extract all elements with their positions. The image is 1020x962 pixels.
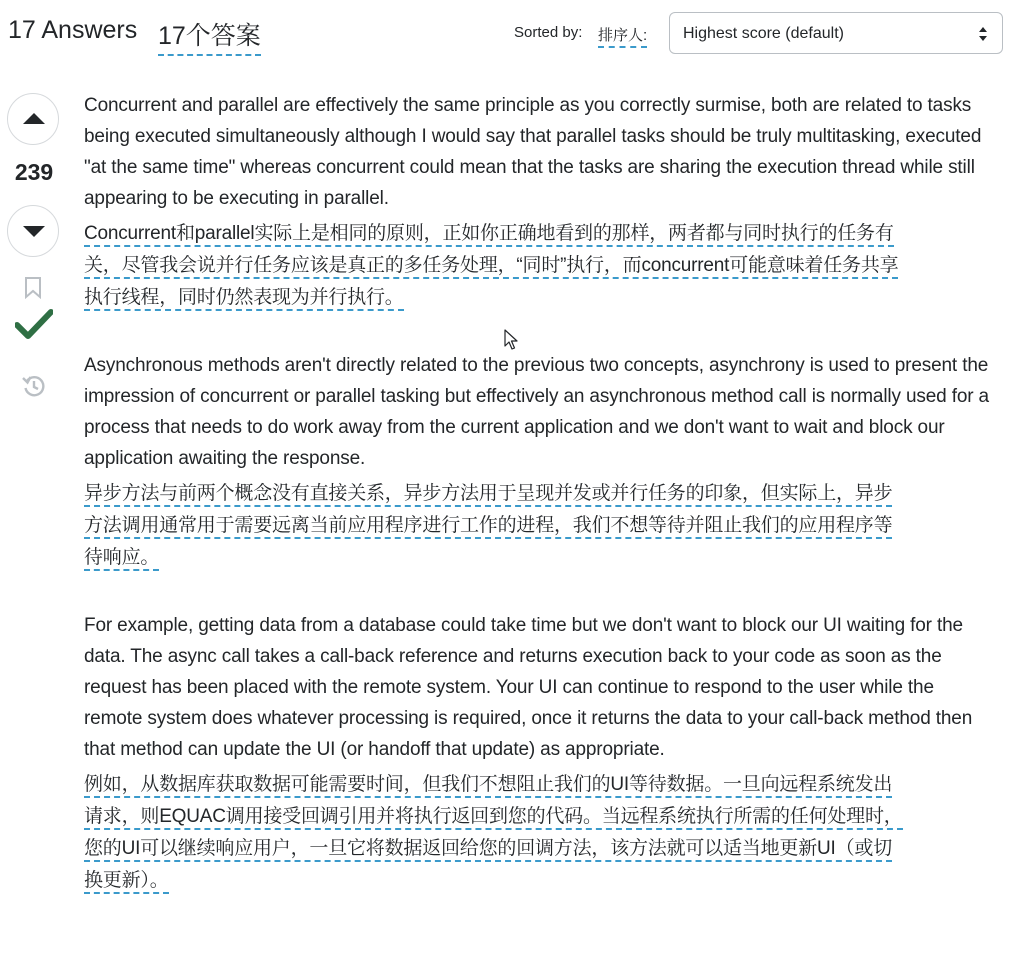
answer-paragraph-1-translation: [84, 218, 989, 314]
sorted-by-label: Sorted by:: [514, 24, 583, 41]
answer-paragraph-2-translation: [84, 478, 989, 574]
translation-line: 例如，从数据库获取数据可能需要时间，但我们不想阻止我们的UI等待数据。一旦向远程系统发出: [84, 774, 892, 798]
vote-cell: [0, 88, 68, 428]
history-icon[interactable]: [21, 373, 47, 399]
sort-select[interactable]: [669, 12, 1003, 54]
answers-header: [0, 0, 1020, 64]
answer-paragraph-2: Asynchronous methods aren't directly related to the previous two concepts, asynchrony is used to present the impression of concurrent or parallel tasking but effectively an asynchronous method call is normally used for a process that needs to do work away from the current application and we don't want to wait and block our application awaiting the response.: [84, 355, 989, 469]
translation-line: Concurrent和parallel实际上是相同的原则，正如你正确地看到的那样，两者都与同时执行的任务有: [84, 223, 894, 247]
sort-arrows-icon: [978, 26, 988, 42]
answer-paragraph-3-translation: [84, 769, 989, 897]
answer-paragraph-3: For example, getting data from a database could take time but we don't want to block our UI waiting for the data. The async call takes a call-back reference and returns execution back to your code as soon as the request has been placed with the remote system. Your UI can continue to respond to the user while the remote system does whatever processing is required, once it returns the data to your call-back method then that method can update the UI (or handoff that update) as appropriate.: [84, 615, 973, 760]
translation-line: 换更新）。: [84, 870, 169, 894]
triangle-down-icon: [22, 222, 46, 240]
translation-line: 待响应。: [84, 547, 159, 571]
answer-body: [84, 90, 989, 897]
translation-line: 方法调用通常用于需要远离当前应用程序进行工作的进程，我们不想等待并阻止我们的应用程序等: [84, 515, 892, 539]
downvote-button[interactable]: [7, 205, 59, 257]
sort-selected-value: Highest score (default): [683, 25, 844, 42]
translation-line: 关，尽管我会说并行任务应该是真正的多任务处理，“同时”执行，而concurrent可能意味着任务共享: [84, 255, 898, 279]
answers-count-translation: 17个答案: [158, 16, 261, 56]
translation-line: 您的UI可以继续响应用户，一旦它将数据返回给您的回调方法，该方法就可以适当地更新UI（或切: [84, 838, 892, 862]
triangle-up-icon: [22, 110, 46, 128]
vote-count: 239: [14, 159, 54, 185]
upvote-button[interactable]: [7, 93, 59, 145]
translation-line: 执行线程，同时仍然表现为并行执行。: [84, 287, 404, 311]
translation-line: 请求，则EQUAC调用接受回调引用并将执行返回到您的代码。当远程系统执行所需的任何处理时，: [84, 806, 903, 830]
mouse-pointer-icon: [504, 329, 520, 351]
checkmark-icon: [15, 308, 53, 340]
bookmark-icon[interactable]: [24, 277, 42, 299]
answer-paragraph-1: Concurrent and parallel are effectively the same principle as you correctly surmise, both are related to tasks being executed simultaneously although I would say that parallel tasks should be truly multitasking, executed "at the same time" whereas concurrent could mean that the tasks are sharing the execution thread while still appearing to be executing in parallel.: [84, 95, 982, 209]
sorted-by-translation: 排序人:: [598, 24, 647, 48]
translation-line: 异步方法与前两个概念没有直接关系，异步方法用于呈现并发或并行任务的印象，但实际上，异步: [84, 483, 892, 507]
answers-count: 17 Answers: [8, 16, 138, 44]
